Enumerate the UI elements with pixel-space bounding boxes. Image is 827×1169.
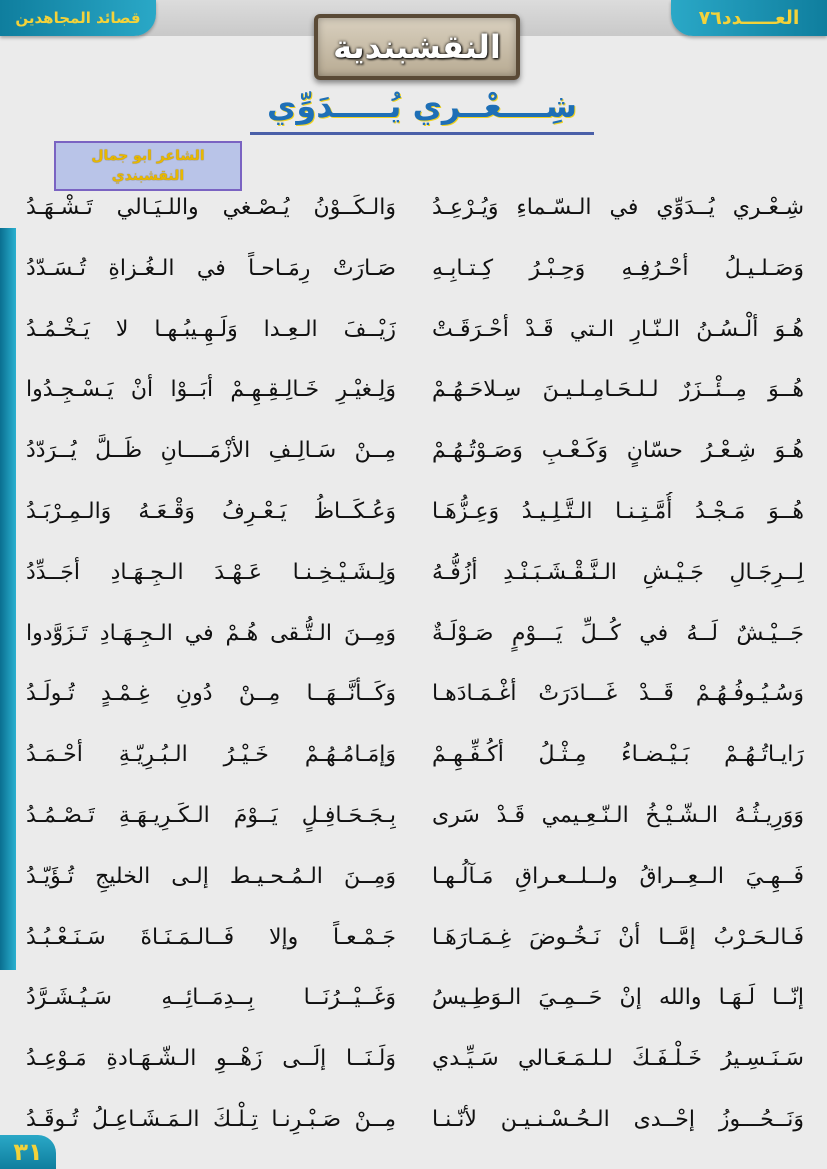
verse-first-hemistich: هُــوَ مَـجْـدُ أُمَّـتِـنـا الـتَّـلِـيـدُ وَعِـزُّهَـا bbox=[432, 499, 804, 524]
issue-tab: العـــــدد٧٦ bbox=[671, 0, 827, 36]
poem-verse bbox=[0, 857, 827, 897]
verse-second-hemistich: وَلَـنَــا إلَــى زَهْــوِ الـشّـهَـادةِ مَـوْعِـدُ bbox=[26, 1046, 396, 1072]
title-underline bbox=[250, 132, 594, 135]
verse-first-hemistich: هُــوَ مِــئْــزَرٌ لـلـحَـامِـلـيـنَ سِـلاحَـهُـمْ bbox=[432, 377, 804, 403]
verse-second-hemistich: وَمِــنَ الـمُـحـيـط إلـى الخليجِ تُـؤَيّـدُ bbox=[26, 863, 396, 889]
poem-verse bbox=[0, 978, 827, 1018]
verse-second-hemistich: بِـجَـحَـافِـلٍ يَــوْمَ الـكَـرِيـهَـةِ تَـصْـمُـدُ bbox=[26, 803, 396, 828]
poem-verse bbox=[0, 370, 827, 410]
verse-first-hemistich: إنّــا لَـهَـا والله إنْ حَــمِـيَ الـوَطِـيسُ bbox=[432, 985, 804, 1011]
poem-verse bbox=[0, 918, 827, 958]
verse-first-hemistich: وَنَــحُـــوزُ إحْــدى الـحُـسْـنـيـن لأنّـنـا bbox=[432, 1107, 804, 1132]
verse-second-hemistich: زَيْــفَ الـعِـدا وَلَـهِـيبُـهـا لا يَـخْـمُـدُ bbox=[26, 316, 396, 342]
poem-verse bbox=[0, 431, 827, 471]
verse-second-hemistich: جَـمْـعـاً وإلا فَــالـمَـنَـاةَ سَـنَـعْـبُـدُ bbox=[26, 924, 396, 950]
verse-first-hemistich: وَصَـلـيـلُ أحْـرُفِـهِ وَحِـبْـرُ كِـتـابِـهِ bbox=[432, 255, 804, 281]
poet-name-line2: النقشبندي bbox=[111, 168, 185, 184]
poem-verse bbox=[0, 249, 827, 289]
verse-second-hemistich: وَلِـشَـيْـخِـنـا عَـهْـدَ الـجِـهَـادِ أجَــدِّدُ bbox=[26, 559, 396, 585]
poem-verse bbox=[0, 796, 827, 836]
poem-title: شِــــعْــري يُـــــدَوِّي bbox=[267, 87, 577, 125]
poem-verse bbox=[0, 553, 827, 593]
poem-verse bbox=[0, 492, 827, 532]
verse-second-hemistich: مِــنْ صَـبْـرِنـا تِـلْـكَ الـمَـشَـاعِـلُ تُـوقَـدُ bbox=[26, 1107, 396, 1132]
verse-first-hemistich: فَــهِـيَ الــعِــراقُ ولــلــعـراقِ مَـآلُـهـا bbox=[432, 863, 804, 889]
verse-second-hemistich: وَالـكَــوْنُ يُـصْـغي واللـيَـالي تَـشْـهَـدُ bbox=[26, 195, 396, 220]
poet-name-box bbox=[54, 141, 242, 191]
verse-first-hemistich: شِـعْـري يُــدَوِّي في الـسّـماءِ وَيُـرْعِـدُ bbox=[432, 195, 804, 220]
poem-verse bbox=[0, 1100, 827, 1140]
poem-verse bbox=[0, 614, 827, 654]
verse-first-hemistich: هُـوَ ألْـسُـنُ الـنّـارِ الـتي قَـدْ أحْـرَقَـتْ bbox=[432, 316, 804, 342]
verse-second-hemistich: مِــنْ سَـالِـفِ الأزْمَــــانِ ظَــلَّ يُــرَدّدُ bbox=[26, 438, 396, 464]
verse-second-hemistich: وَلِـغيْـرِ خَـالِـقِـهِـمْ أبَــوْا أنْ يَـسْـجِـدُوا bbox=[26, 377, 396, 403]
poem-verse bbox=[0, 735, 827, 775]
magazine-logo: النقشبندية bbox=[314, 14, 520, 80]
verse-second-hemistich: صَـارَتْ رِمَـاحـاً في الـغُـزاةِ تُـسَـدّدُ bbox=[26, 255, 396, 281]
verse-second-hemistich: وَعُـكَــاظُ يَـعْـرِفُ وَقْـعَـهُ وَالـمِـرْبَـدُ bbox=[26, 499, 396, 524]
verse-second-hemistich: وَمِــنَ الـتُّـقى هُـمْ في الـجِـهَـادِ تَـزَوَّدوا bbox=[26, 620, 396, 646]
section-tab: قصائد المجاهدين bbox=[0, 0, 156, 36]
verse-first-hemistich: لِــرِجَـالِ جَـيْـشِ الـنَّـقْـشَـبَـنْـدِ أزُفُّـهُ bbox=[432, 559, 804, 585]
verse-first-hemistich: هُـوَ شِـعْـرُ حسّانٍ وَكَـعْـبِ وَصَـوْتُـهُـمْ bbox=[432, 438, 804, 464]
poem-verse bbox=[0, 310, 827, 350]
verse-first-hemistich: فَـالـحَـرْبُ إمَّــا أنْ نَـخُـوضَ غِـمَـارَهَـا bbox=[432, 924, 804, 950]
verse-first-hemistich: سَـنَـسِـيرُ خَـلْـفَـكَ لـلـمَـعَـالي سَـيِّـدي bbox=[432, 1046, 804, 1072]
poem-verse bbox=[0, 674, 827, 714]
poem-verse bbox=[0, 1039, 827, 1079]
verse-second-hemistich: وَكَــأنَّــهَــا مِــنْ دُونِ غِـمْـدٍ تُـولَـدُ bbox=[26, 681, 396, 707]
verse-first-hemistich: وَسُـيُـوفُـهُـمْ قَــدْ غَـــادَرَتْ أغْـمَـادَهـا bbox=[432, 681, 804, 707]
verse-first-hemistich: رَايـاتُـهُـمْ بَـيْـضـاءُ مِـثْـلُ أكُـفِّـهِـمْ bbox=[432, 742, 804, 768]
poet-name-line1: الشاعر ابو جمال bbox=[91, 148, 205, 164]
verse-second-hemistich: وَغَــيْــرُنَــا بِــدِمَــائِــهِ سَـيُـشَـرَّدُ bbox=[26, 985, 396, 1011]
verse-first-hemistich: جَــيْـشٌ لَــهُ في كُــلِّ يَـــوْمٍ صَـوْلَـةٌ bbox=[432, 620, 804, 646]
verse-first-hemistich: وَوَرِيـثُـهُ الـشّـيْـخُ الـنّـعِـيمي قَـدْ سَرى bbox=[432, 803, 804, 828]
poem-verse bbox=[0, 188, 827, 228]
verse-second-hemistich: وَإمَـامُـهُـمْ خَـيْـرُ الـبُـرِيّـةِ أحْـمَـدُ bbox=[26, 742, 396, 768]
page-number: ٣١ bbox=[0, 1135, 56, 1169]
